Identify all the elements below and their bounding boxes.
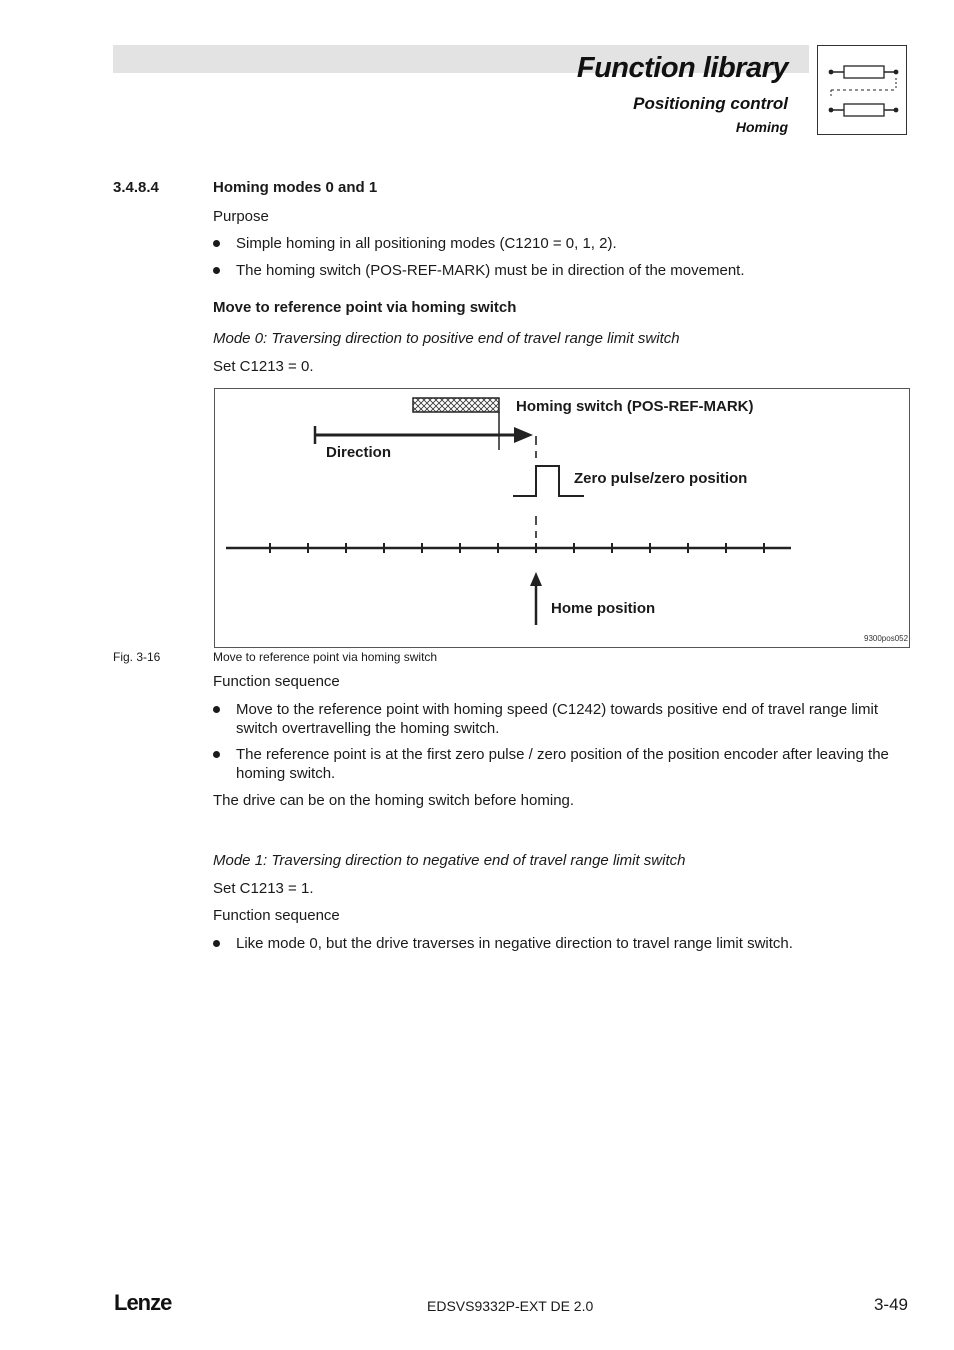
mode1-sequence-label: Function sequence <box>213 907 340 924</box>
homing-diagram <box>214 388 910 648</box>
section-number: 3.4.8.4 <box>113 179 159 196</box>
page-subtitle: Positioning control <box>633 94 788 113</box>
mode0-setting: Set C1213 = 0. <box>213 358 314 375</box>
list-item-text: Move to the reference point with homing speed (C1242) towards positive end of travel range limit switch overtravelling the homing switch. <box>236 701 879 737</box>
lenze-logo: Lenze <box>114 1290 172 1315</box>
figure-caption-text: Move to reference point via homing switch <box>213 650 438 664</box>
bullet-icon <box>213 706 220 713</box>
bullet-icon <box>213 940 220 947</box>
mode1-title: Mode 1: Traversing direction to negative end of travel range limit switch <box>213 852 686 869</box>
list-item-text: The homing switch (POS-REF-MARK) must be in direction of the movement. <box>236 262 745 279</box>
sequence-note: The drive can be on the homing switch before homing. <box>213 792 575 809</box>
page-subsubtitle: Homing <box>735 119 788 135</box>
mode0-title: Mode 0: Traversing direction to positive end of travel range limit switch <box>213 330 680 347</box>
bullet-icon <box>213 751 220 758</box>
figure-code: 9300pos052 <box>864 634 909 643</box>
bullet-icon <box>213 240 220 247</box>
zero-pulse-label: Zero pulse/zero position <box>574 470 748 487</box>
homing-switch-label: Homing switch (POS-REF-MARK) <box>516 398 754 415</box>
page-number: 3-49 <box>873 1295 908 1314</box>
purpose-label: Purpose <box>213 208 269 225</box>
figure-caption-number: Fig. 3-16 <box>113 650 161 664</box>
sequence-label: Function sequence <box>213 673 340 690</box>
list-item-text: Like mode 0, but the drive traverses in negative direction to travel range limit switch. <box>236 935 793 952</box>
subsection-title: Move to reference point via homing switch <box>213 299 517 316</box>
document-id: EDSVS9332P-EXT DE 2.0 <box>427 1298 594 1314</box>
list-item-text: Simple homing in all positioning modes (C1210 = 0, 1, 2). <box>236 235 617 252</box>
bullet-icon <box>213 267 220 274</box>
function-block-icon <box>817 45 907 135</box>
section-title: Homing modes 0 and 1 <box>213 179 378 196</box>
page-title: Function library <box>576 52 788 84</box>
mode1-setting: Set C1213 = 1. <box>213 880 314 897</box>
home-position-label: Home position <box>551 600 656 617</box>
list-item-text: The reference point is at the first zero pulse / zero position of the position encoder after leaving the homing switch. <box>236 746 889 782</box>
direction-label: Direction <box>326 444 392 461</box>
